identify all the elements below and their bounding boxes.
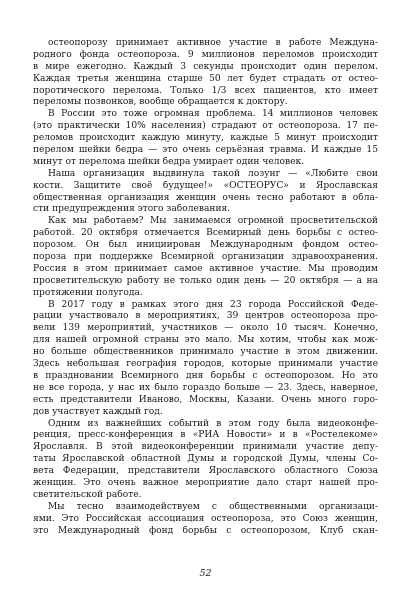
page-number: 52	[199, 568, 212, 579]
paragraph-5-line-6: Здесь небольшая география городов, которые принимали участие	[33, 359, 378, 370]
paragraph-7-line-3: это Международный фонд борьбы с остеопорозом, Клуб скан-	[33, 525, 378, 536]
paragraph-3-line-1: Наша организация выдвинула такой лозунг — «Любите свои	[48, 168, 378, 179]
paragraph-6-line-6: женщин. Это очень важное мероприятие дало старт нашей про-	[33, 477, 378, 488]
paragraph-2-line-3: реломов происходит каждую минуту, каждые 5 минут происходит	[33, 133, 378, 144]
paragraph-3-line-4: сти предупреждения этого заболевания.	[33, 204, 231, 215]
paragraph-3-line-3: общественная организация женщин очень тесно работают в обла-	[33, 192, 378, 203]
paragraph-4-line-3: порозом. Он был инициирован Международным фондом остео-	[33, 240, 378, 251]
paragraph-5-line-1: В 2017 году в рамках этого дня 23 города Российской Феде-	[48, 299, 378, 310]
paragraph-5-line-3: вели 139 мероприятий, участников — около 10 тысяч. Конечно,	[33, 323, 378, 334]
paragraph-5-line-8: не все города, у нас их было гораздо больше — 23. Здесь, наверное,	[33, 382, 378, 393]
paragraph-4-line-4: пороза при поддержке Всемирной организации здравоохранения.	[33, 252, 378, 263]
paragraph-5-line-9: есть представители Иваново, Москвы, Казани. Очень много горо-	[33, 394, 378, 405]
paragraph-5-line-2: рации участвовало в мероприятиях, 39 центров остеопороза про-	[33, 311, 378, 322]
paragraph-4-line-7: протяжении полугода.	[33, 287, 143, 298]
paragraph-4-line-2: работой. 20 октября отмечается Всемирный день борьбы с остео-	[33, 228, 378, 239]
paragraph-6-line-7: светительской работе.	[33, 489, 142, 500]
paragraph-1-line-6: переломы позвонков, вообще обращается к доктору.	[33, 97, 288, 108]
paragraph-4-line-6: просветительскую работу не только один день — 20 октября — а на	[33, 275, 378, 286]
paragraph-2-line-1: В России это тоже огромная проблема. 14 миллионов человек	[48, 109, 378, 120]
paragraph-1-line-5: поротического перелома. Только 1/3 всех пациентов, кто имеет	[33, 85, 378, 96]
paragraph-3-line-2: кости. Защитите своё будущее!» «ОСТЕОРУС» и Ярославская	[33, 180, 378, 191]
paragraph-1-line-2: родного фонда остеопороза. 9 миллионов переломов происходит	[33, 49, 378, 60]
paragraph-1-line-1: остеопорозу принимает активное участие в работе Междуна-	[48, 38, 378, 48]
paragraph-5-line-5: но больше общественников принимало участие в этом движении.	[33, 347, 378, 358]
paragraph-6-line-1: Одним из важнейших событий в этом году была видеоконфе-	[48, 418, 378, 429]
paragraph-6-line-3: Ярославля. В этой видеоконференции принимали участие депу-	[33, 442, 378, 453]
paragraph-7-line-2: ями. Это Российская ассоциация остеопороза, это Союз женщин,	[33, 513, 378, 524]
paragraph-4-line-1: Как мы работаем? Мы занимаемся огромной просветительской	[48, 216, 378, 227]
paragraph-5-line-4: для нашей огромной страны это мало. Мы хотим, чтобы как мож-	[33, 335, 378, 346]
paragraph-2-line-4: перелом шейки бедра — это очень серьёзная травма. И каждые 15	[33, 145, 378, 156]
paragraph-2-line-2: (это практически 10% населения) страдают от остеопороза. 17 пе-	[33, 121, 378, 132]
paragraph-6-line-2: ренция, пресс-конференция в «РИА Новости» и в «Ростелекоме»	[33, 430, 378, 441]
paragraph-2-line-5: минут от перелома шейки бедра умирает один человек.	[33, 156, 305, 167]
paragraph-6-line-4: таты Ярославской областной Думы и городской Думы, члены Со-	[33, 454, 378, 465]
paragraph-4-line-5: Россия в этом принимает самое активное участие. Мы проводим	[33, 263, 378, 274]
paragraph-7-line-1: Мы тесно взаимодействуем с общественными организаци-	[48, 501, 378, 512]
paragraph-5-line-7: в праздновании Всемирного дня борьбы с остеопорозом. Но это	[33, 370, 378, 381]
paragraph-1-line-3: в мире ежегодно. Каждый 3 секунды происходит один перелом.	[33, 61, 378, 72]
paragraph-5-line-10: дов участвует каждый год.	[33, 406, 163, 417]
paragraph-1-line-4: Каждая третья женщина старше 50 лет будет страдать от остео-	[33, 73, 378, 84]
body-text	[33, 38, 378, 537]
paragraph-6-line-5: вета Федерации, представители Ярославского областного Союза	[33, 466, 378, 477]
